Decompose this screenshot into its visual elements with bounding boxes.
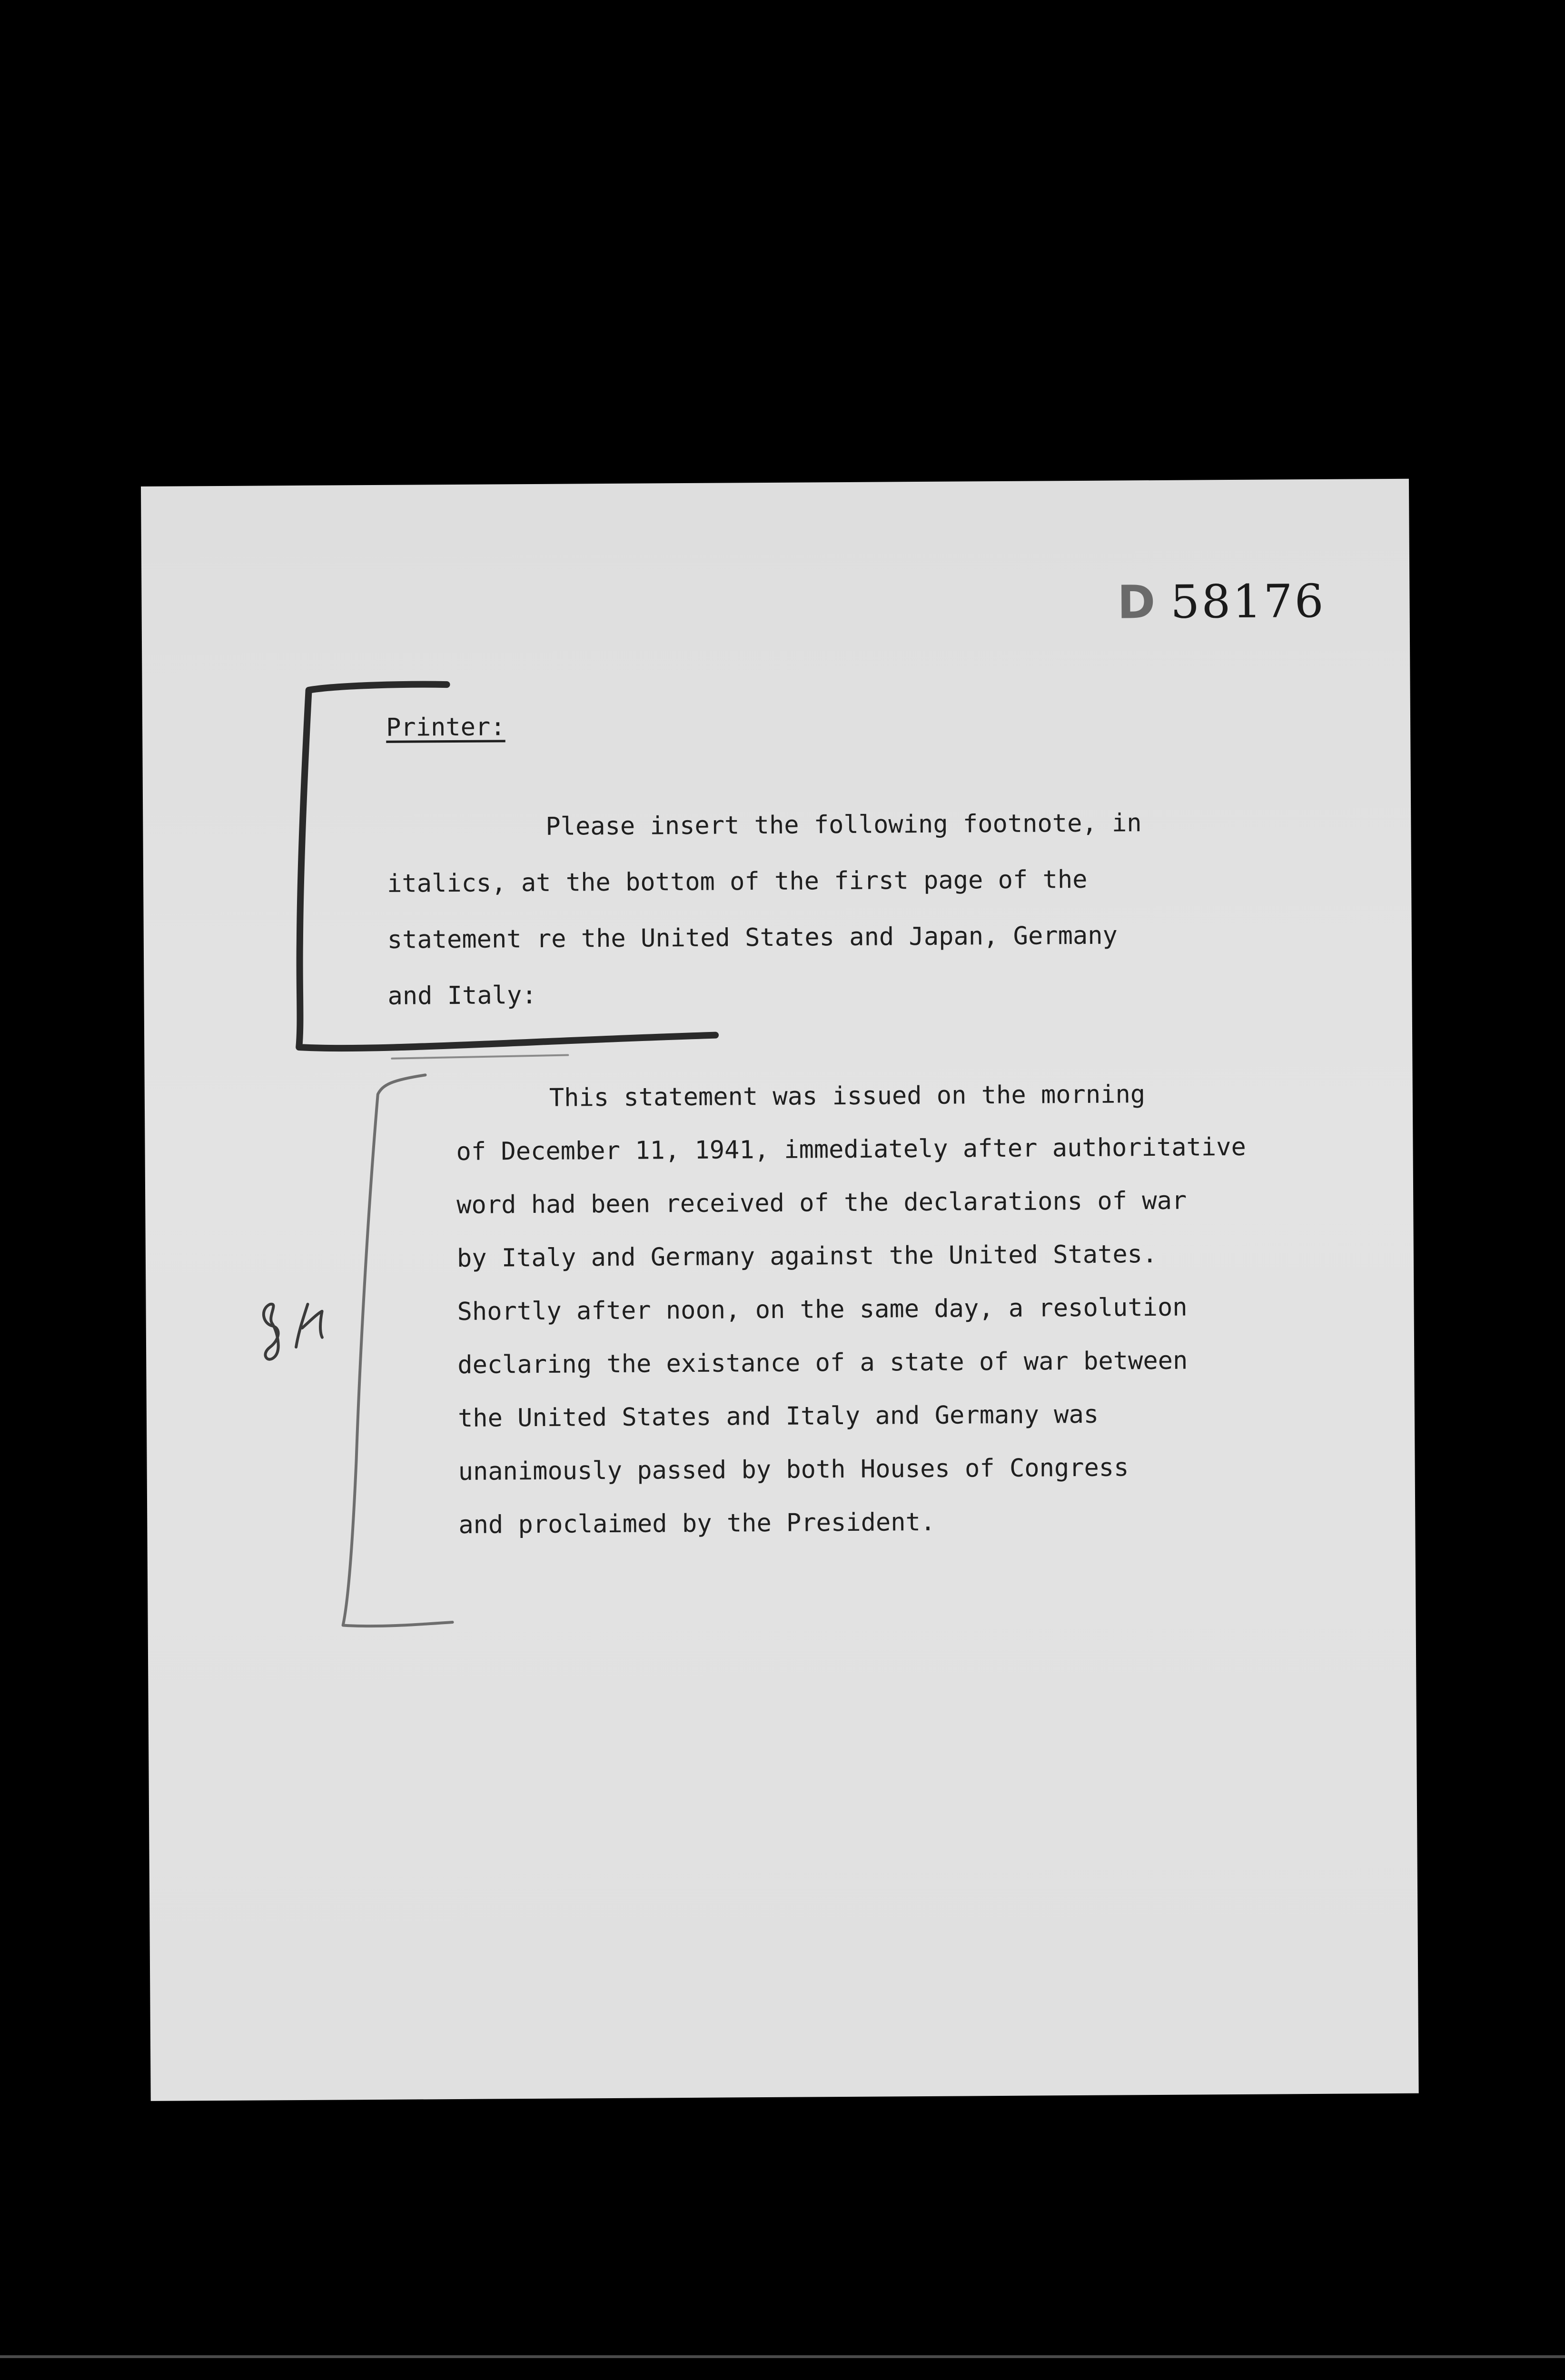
footnote-line: by Italy and Germany against the United States. (456, 1240, 1158, 1273)
footnote-line: Shortly after noon, on the same day, a resolution (457, 1293, 1188, 1326)
instruction-line: statement re the United States and Japan, Germany (387, 921, 1118, 954)
instruction-line: and Italy: (387, 981, 537, 1011)
footnote-line: This statement was issued on the morning (549, 1080, 1146, 1112)
short-rule (392, 1055, 568, 1059)
document-number (1117, 575, 1326, 629)
faded-stamp-line-2 (481, 1655, 1386, 1660)
printer-heading: Printer: (386, 713, 505, 742)
footnote-line: and proclaimed by the President. (458, 1507, 936, 1539)
footnote-line: of December 11, 1941, immediately after authoritative (456, 1132, 1246, 1166)
footnote-line: word had been received of the declarations of war (456, 1186, 1187, 1220)
faded-stamp (481, 1655, 1386, 1660)
margin-note-handwriting (250, 1275, 346, 1380)
paper-sheet (141, 479, 1419, 2101)
lower-bracket (340, 1075, 453, 1626)
document-number-value: 58176 (1170, 574, 1326, 629)
document-number-prefix: D (1117, 575, 1158, 629)
footnote-line: declaring the existance of a state of war between (457, 1346, 1188, 1379)
faded-stamp-line-1 (481, 1655, 1386, 1660)
margin-note (250, 1275, 346, 1380)
bottom-border-line (0, 2355, 1565, 2358)
instruction-line: italics, at the bottom of the first page of the (386, 865, 1088, 898)
instruction-line: Please insert the following footnote, in (545, 809, 1142, 841)
footnote-line: the United States and Italy and Germany was (457, 1400, 1099, 1433)
footnote-line: unanimously passed by both Houses of Congress (458, 1453, 1129, 1486)
